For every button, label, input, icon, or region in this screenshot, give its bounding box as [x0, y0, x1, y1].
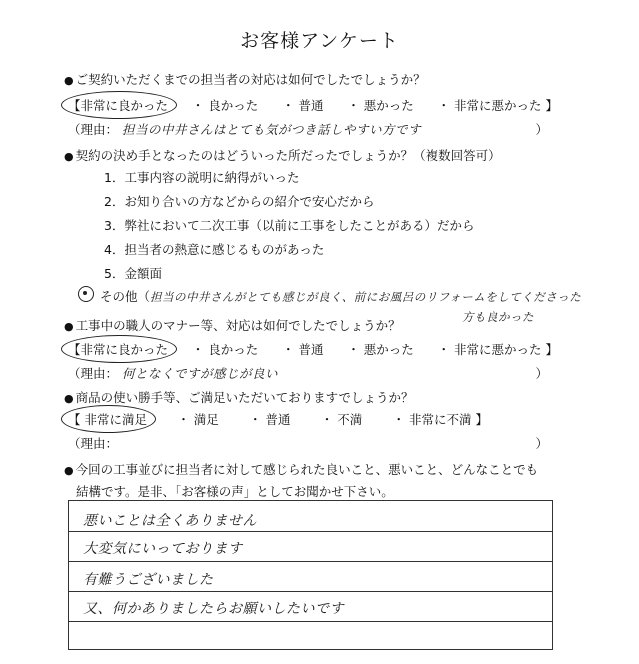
q1-option-very-good[interactable]: 【非常に良かった: [68, 98, 169, 113]
q4-option-very-satisfied[interactable]: 【 非常に満足: [68, 412, 147, 427]
q3-option-very-good[interactable]: 【非常に良かった: [68, 342, 169, 357]
q4-option-very-dissatisfied[interactable]: ・ 非常に不満 】: [392, 412, 488, 427]
question-4: [64, 388, 414, 406]
bullet-icon: ●: [64, 320, 74, 333]
q4-option-normal[interactable]: ・ 普通: [249, 412, 291, 427]
bullet-icon: ●: [64, 464, 74, 477]
selected-dot-icon: [83, 291, 87, 295]
q4-option-satisfied[interactable]: ・ 満足: [177, 412, 219, 427]
question-3: [64, 316, 401, 334]
ruled-line: [69, 531, 552, 532]
q3-reason-close: ）: [535, 366, 548, 381]
q2-item-3[interactable]: 3．弊社において二次工事（以前に工事をしたことがある）だから: [104, 218, 475, 233]
q1-option-good[interactable]: ・ 良かった: [191, 98, 259, 113]
q2-item-5[interactable]: 5．金額面: [104, 266, 162, 281]
q3-reason-label: （理由：: [68, 366, 119, 381]
q3-reason: [68, 364, 548, 382]
voice-line-2: 大変気にいっております: [83, 541, 243, 557]
q4-reason-label: （理由：: [68, 436, 119, 451]
q2-other-text[interactable]: 担当の中井さんがとても感じが良く、前にお風呂のリフォームをしてくださった: [150, 290, 582, 304]
q1-reason: [68, 120, 548, 138]
q1-reason-label: （理由：: [68, 122, 119, 137]
ruled-line: [69, 621, 552, 622]
bullet-icon: ●: [64, 392, 74, 405]
question-5-line-1: 今回の工事並びに担当者に対して感じられた良いこと、悪いこと、どんなことでも: [75, 462, 539, 477]
q2-other[interactable]: [100, 287, 581, 305]
question-2-text: 契約の決め手となったのはどういった所だったでしょうか？（複数回答可）: [75, 148, 501, 163]
q2-other-text-continued: 方も良かった: [462, 310, 534, 324]
question-1-text: ご契約いただくまでの担当者の対応は如何でしたでしょうか？: [75, 72, 426, 87]
q1-option-bad[interactable]: ・ 悪かった: [347, 98, 414, 113]
q4-reason-close: ）: [535, 436, 548, 451]
q2-item-2[interactable]: 2．お知り合いの方などからの紹介で安心だから: [104, 194, 375, 209]
page-title: お客様アンケート: [240, 30, 399, 52]
question-1: [64, 70, 426, 88]
question-5-line-2: 結構です。是非、「お客様の声」としてお聞かせ下さい。: [76, 484, 394, 499]
q4-option-dissatisfied[interactable]: ・ 不満: [320, 412, 363, 427]
ruled-line: [69, 561, 552, 562]
q4-reason[interactable]: [68, 434, 548, 452]
question-4-text: 商品の使い勝手等、ご満足いただいておりますでしょうか？: [75, 390, 414, 405]
q1-reason-close: ）: [535, 122, 548, 137]
q1-option-very-bad[interactable]: ・ 非常に悪かった 】: [437, 98, 558, 113]
bullet-icon: ●: [64, 150, 74, 163]
voice-line-4: 又、何かありましたらお願いしたいです: [83, 601, 344, 617]
q3-option-normal[interactable]: ・ 普通: [282, 342, 324, 357]
q2-item-4[interactable]: 4．担当者の熱意に感じるものがあった: [104, 242, 325, 257]
q1-reason-text[interactable]: 担当の中井さんはとても気がつき話しやすい方です: [122, 122, 422, 137]
q4-options: [68, 410, 488, 428]
q3-option-good[interactable]: ・ 良かった: [191, 342, 259, 357]
customer-voice-box[interactable]: [68, 500, 553, 650]
question-5: [64, 460, 538, 478]
q3-option-bad[interactable]: ・ 悪かった: [347, 342, 414, 357]
ruled-line: [69, 591, 552, 592]
q3-option-very-bad[interactable]: ・ 非常に悪かった 】: [437, 342, 558, 357]
q1-option-normal[interactable]: ・ 普通: [282, 98, 324, 113]
question-2: [64, 146, 501, 164]
q3-reason-text[interactable]: 何となくですが感じが良い: [122, 366, 279, 381]
q2-item-1[interactable]: 1．工事内容の説明に納得がいった: [104, 170, 300, 185]
q3-options: [68, 340, 558, 358]
q2-other-label: その他（: [100, 289, 151, 304]
q1-options: [68, 96, 558, 114]
question-3-text: 工事中の職人のマナー等、対応は如何でしたでしょうか？: [75, 318, 401, 333]
bullet-icon: ●: [64, 74, 74, 87]
voice-line-1: 悪いことは全くありません: [83, 513, 257, 529]
voice-line-3: 有難うございました: [83, 572, 214, 588]
